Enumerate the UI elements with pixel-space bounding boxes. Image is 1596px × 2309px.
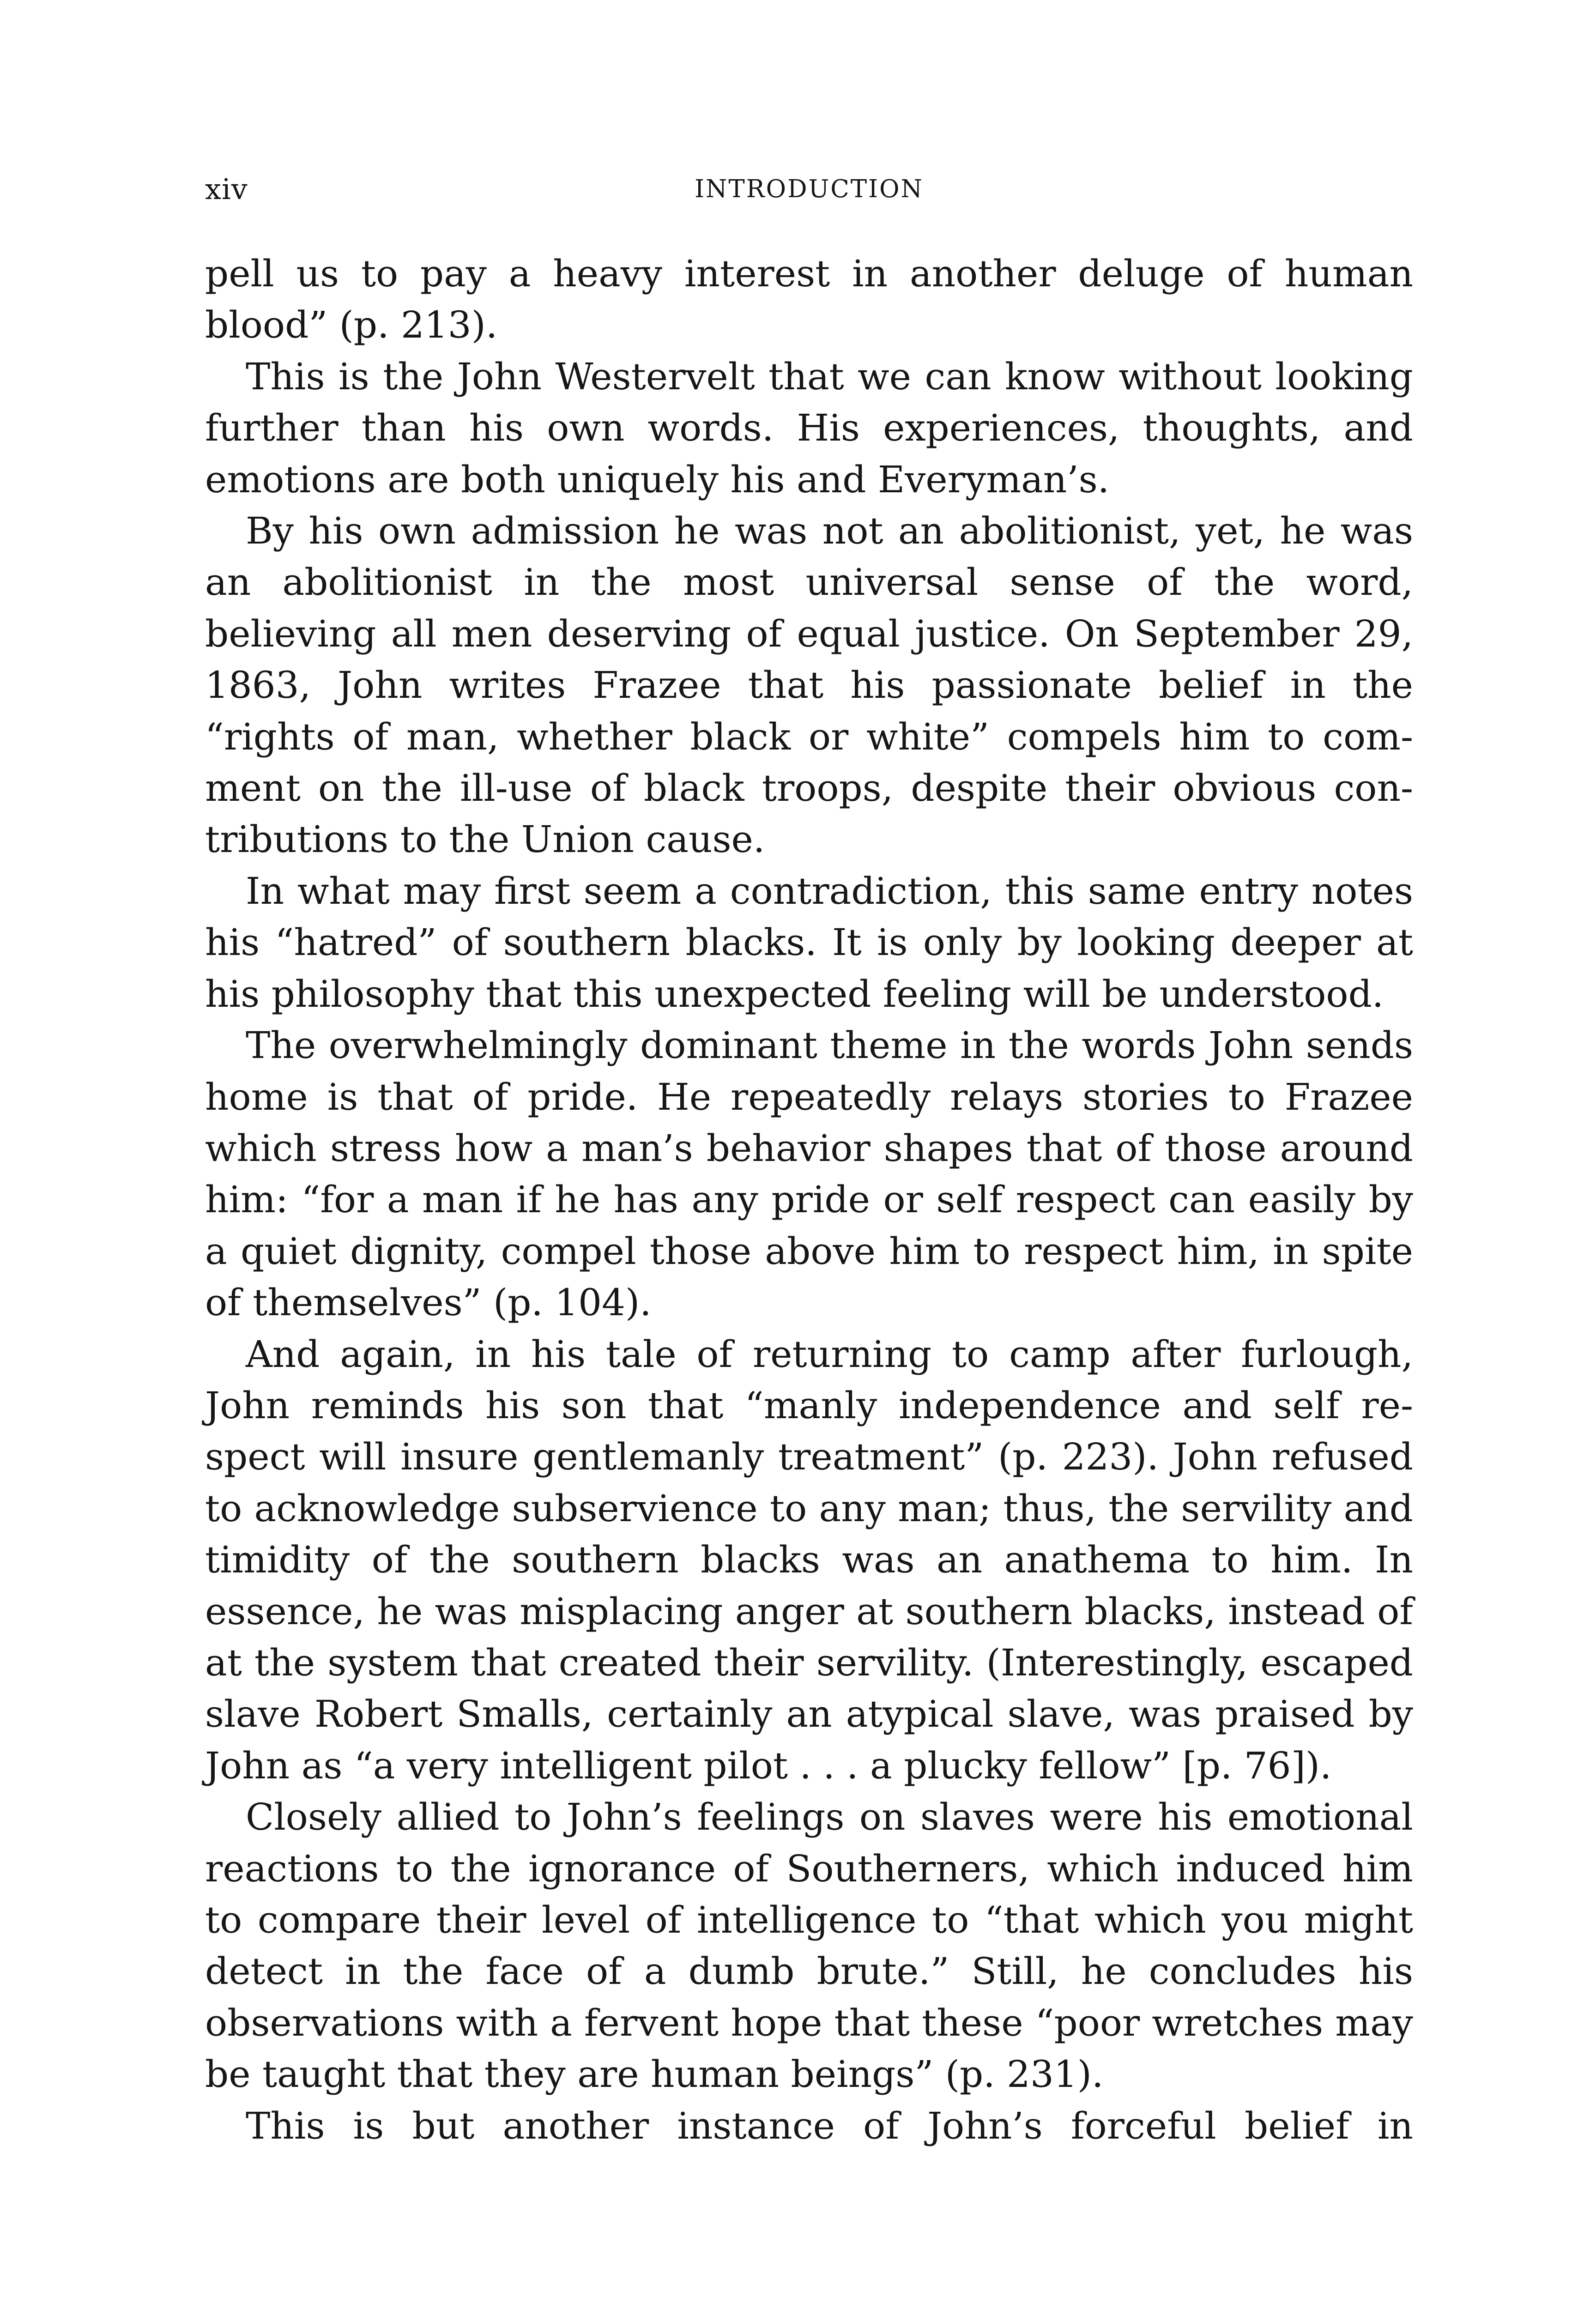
paragraph-continues-next-page: This is but another instance of John’s forceful belief in bbox=[246, 2104, 1413, 2147]
paragraph: Closely allied to John’s feelings on slaves were his emotional reactions to the ignorance of Southerners, which induced him to compare their level of intelligence to “that which you might detect in the face of a dumb brute.” Still, he concludes his observations with a fervent hope that these “poor wretches may be taught that they are human beings” (p. 231). bbox=[205, 1795, 1413, 2096]
paragraph: By his own admission he was not an abolitionist, yet, he was an abolitionist in the most universal sense of the word, believing all men deserving of equal justice. On September 29, 1863, John writes Frazee that his passionate belief in the “rights of man, whether black or white” compels him to comment on the ill-use of black troops, despite their obvious contributions to the Union cause. bbox=[205, 509, 1413, 861]
body-text bbox=[205, 248, 1413, 2152]
paragraph: And again, in his tale of returning to camp after furlough, John reminds his son that “manly independence and self respect will insure gentlemanly treatment” (p. 223). John refused to acknowledge subservience to any man; thus, the servility and timidity of the southern blacks was an anathema to him. In essence, he was misplacing anger at southern blacks, instead of at the system that created their servility. (Interestingly, escaped slave Robert Smalls, certainly an atypical slave, was praised by John as “a very intelligent pilot . . . a plucky fellow” [p. 76]). bbox=[205, 1332, 1413, 1787]
paragraph: This is the John Westervelt that we can know without looking further than his own words. His experiences, thoughts, and emotions are both uniquely his and Everyman’s. bbox=[205, 355, 1413, 501]
running-head bbox=[205, 166, 1413, 212]
paragraph: The overwhelmingly dominant theme in the words John sends home is that of pride. He repeatedly relays stories to Frazee which stress how a man’s behavior shapes that of those around him: “for a man if he has any pride or self respect can easily by a quiet dignity, compel those above him to respect him, in spite of themselves” (p. 104). bbox=[205, 1024, 1413, 1324]
paragraph: In what may first seem a contradiction, this same entry notes his “hatred” of southern blacks. It is only by looking deeper at his philosophy that this unexpected feeling will be understood. bbox=[205, 869, 1413, 1015]
chapter-title: INTRODUCTION bbox=[695, 175, 924, 203]
paragraph-continued: pell us to pay a heavy interest in another deluge of human blood” (p. 213). bbox=[205, 252, 1413, 347]
page-number: xiv bbox=[205, 172, 248, 206]
